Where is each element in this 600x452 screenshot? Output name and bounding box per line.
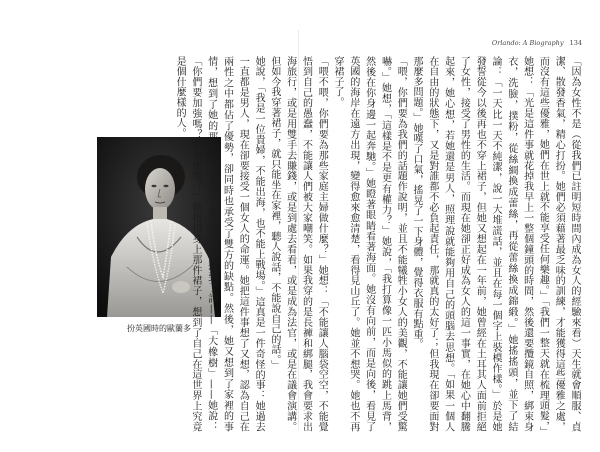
- right-page: [174, 0, 600, 452]
- page-number: 134: [569, 39, 582, 47]
- paragraph: 「喂，你們要為我們的話題作說明，並且不能犧牲小女人的美觀，不能讓她們受驚嚇。」她想，「這樣是不是更有權力？」她說，「我打算像一匹小馬似的跳上馬背，然後在你身邊一起奔馳。」她瞪著眼睛看著海面。她沒有向前，而是向後，看見了英國的海岸在遠方出現，變得愈來愈清楚，看得見山丘了。她並不想哭。她也不再穿裙子了。: [332, 56, 407, 432]
- paragraph: 她說，「我是一位貴婦，不能出海，也不能上戰場。」這真是一件奇怪的事：她過去一直都是男人，現在卻要接受一個女人的命運。她把這件事想了又想，認為自己在兩性之中都佔了優勢，卻同時也承受了雙方的缺點。然後，她又想到了家裡的事情，想到了她的那些狗，想到了她的房子，想到了詩——「大橡樹」——她說：「你們要加強嗎？要加節嗎？」她指指身上那件裙子，想到了自己在這世界上究竟是個什麼樣的人。: [174, 56, 265, 432]
- running-head: [492, 39, 582, 47]
- paragraph: 「因為女性不是（從我們已註明短時間內成為女人的經驗來看）天生就會順服、貞潔、散發香氣，精心打扮。她們必須藉著最乏味的訓練，才能獲得這些優雅之處，而沒有這些優雅，她們在世上就不能享受任何樂趣。」「我們一整天就在梳理頭髮，」她想：「光是這件事就花掉我早上一整個鐘頭的時間，然後還要攬鏡自照，綁束身衣，洗臉，撲粉，從絲綢換成蕾絲，再從蕾絲換成錦緞。」她搖搖頭，並下了結論：「一天比一天不純潔，說一大堆謊話，並且在每一個字上裝模作樣。」於是她發誓從今以後再也不穿上裙子，但她又想起在一年前，她曾經在土耳其人面前拒絕了女性，接受了男性的生活。而現在她卻正好成為女人的這一事實，在她心中翻騰起來，她心想，若她還是男人，照理說就能夠用自己的頭腦去思想。「如果一個人在自由的狀態下，又是對誰都不必負起責任，那就真的太好了；但我現在卻要面對那麼多問題。」她嘆了口氣，搖晃了一下身體，覺得衣服有點重。: [411, 56, 580, 432]
- photo-caption: 扮英國時的歐蘭多: [127, 324, 191, 333]
- running-head-title: Orlando: A Biography: [491, 39, 564, 47]
- body-text: [174, 56, 582, 432]
- paragraph: 「喂不喂，你們要為那些家庭主婦做什麼？」她想：「不能讓人腦袋空空，不能覺悟到自己的愚蠢，不能讓人們被大家嘲笑。如果我穿的是長褲和綁腿，我會要求出海旅行，或是用雙手去賺錢，或是到處去看看，或是成為法官，或是在議會演講。但如今我穿著裙子，就只能坐在家裡，聽人說話，不能說自己的話。」: [268, 56, 328, 432]
